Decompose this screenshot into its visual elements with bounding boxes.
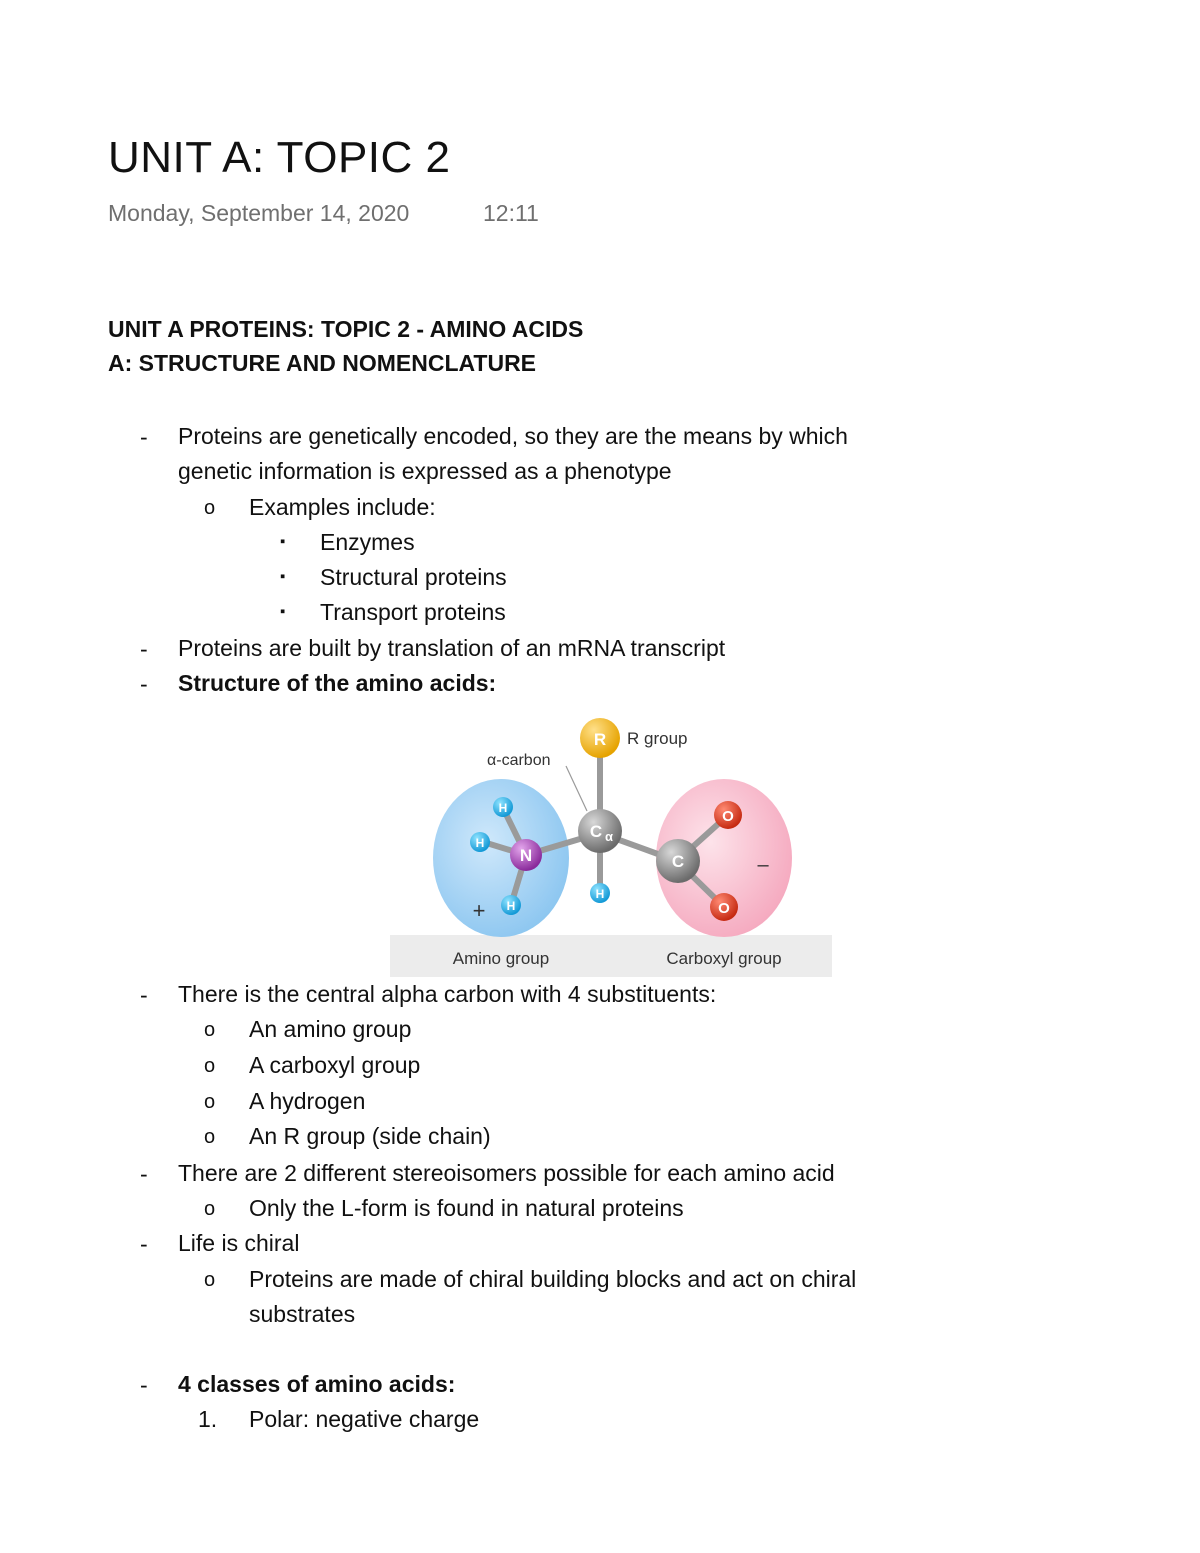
bullet-text: There is the central alpha carbon with 4 substituents: [178,981,717,1007]
circle-bullet: o [204,1055,216,1077]
dash-bullet: - [140,982,148,1008]
section-heading-1: UNIT A PROTEINS: TOPIC 2 - AMINO ACIDS [108,316,584,342]
dash-bullet: - [140,1372,148,1398]
sub-bullet-text: An R group (side chain) [249,1123,491,1149]
list-item: Structural proteins [320,564,507,590]
carbon-label: C [671,852,685,871]
sub-bullet-text: substrates [249,1301,356,1327]
oxygen-label: O [718,900,730,917]
number-marker: 1. [198,1406,218,1432]
circle-bullet: o [204,497,216,519]
numbered-item: Polar: negative charge [249,1406,480,1432]
dash-bullet: - [140,1161,148,1187]
sub-bullet-text: Proteins are made of chiral building blocks and act on chiral [249,1266,857,1292]
bullet-text: Proteins are genetically encoded, so they are the means by which [178,423,848,449]
alpha-carbon-callout: α-carbon [487,752,551,769]
square-bullet: ▪ [280,603,286,620]
sub-bullet-text: Examples include: [249,494,436,520]
amino-group-caption: Amino group [452,949,550,968]
nitrogen-label: N [519,846,533,865]
sub-bullet-text: A hydrogen [249,1088,366,1114]
sub-bullet-text: An amino group [249,1016,412,1042]
amino-acid-structure-figure [390,713,832,977]
positive-charge: + [472,898,486,923]
square-bullet: ▪ [280,533,286,550]
oxygen-label: O [722,808,734,825]
dash-bullet: - [140,1231,148,1257]
section-heading-2: A: STRUCTURE AND NOMENCLATURE [108,350,537,376]
square-bullet: ▪ [280,568,286,585]
note-time: 12:11 [483,200,539,226]
circle-bullet: o [204,1269,216,1291]
r-group-label: R group [627,729,688,748]
hydrogen-label: H [506,899,516,913]
alpha-carbon-subscript: α [605,829,613,844]
hydrogen-label: H [475,836,485,850]
r-atom-label: R [593,730,607,749]
carboxyl-group-caption: Carboxyl group [666,949,782,968]
hydrogen-label: H [498,801,508,815]
circle-bullet: o [204,1198,216,1220]
bullet-text: Proteins are built by translation of an mRNA transcript [178,635,726,661]
dash-bullet: - [140,424,148,450]
bullet-text: Life is chiral [178,1230,300,1256]
alpha-carbon-label: C [589,822,603,841]
list-item: Enzymes [320,529,415,555]
bullet-text-bold: 4 classes of amino acids: [178,1371,456,1397]
note-date: Monday, September 14, 2020 [108,200,410,226]
circle-bullet: o [204,1019,216,1041]
sub-bullet-text: A carboxyl group [249,1052,421,1078]
bullet-text: There are 2 different stereoisomers possible for each amino acid [178,1160,835,1186]
circle-bullet: o [204,1126,216,1148]
circle-bullet: o [204,1091,216,1113]
negative-charge: – [757,854,769,876]
dash-bullet: - [140,636,148,662]
sub-bullet-text: Only the L-form is found in natural proteins [249,1195,684,1221]
hydrogen-label: H [595,887,605,901]
dash-bullet: - [140,671,148,697]
bullet-text-bold: Structure of the amino acids: [178,670,497,696]
bullet-text: genetic information is expressed as a phenotype [178,458,672,484]
page-title: UNIT A: TOPIC 2 [108,133,451,182]
list-item: Transport proteins [320,599,506,625]
